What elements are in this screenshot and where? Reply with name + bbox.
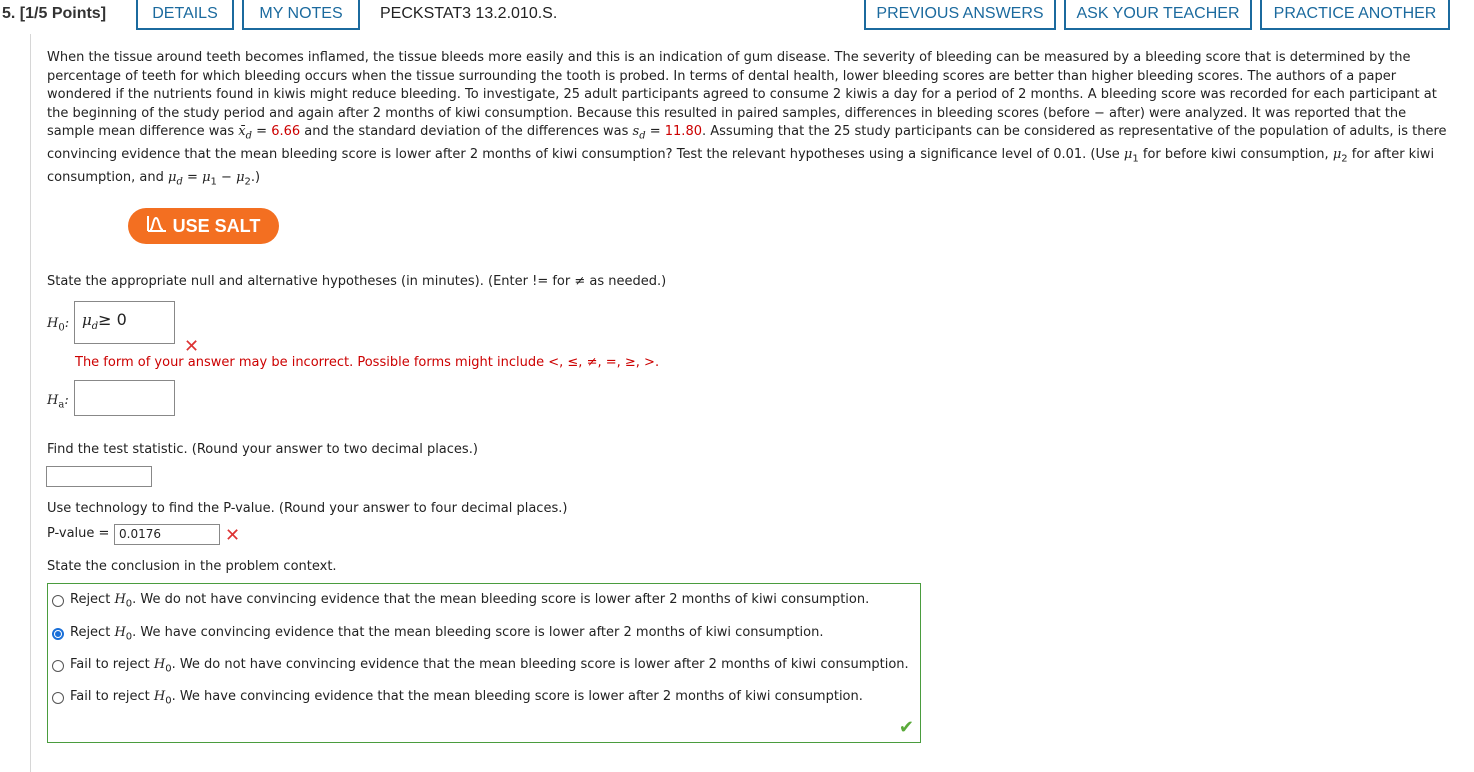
question-points: 5. [1/5 Points]	[2, 5, 107, 22]
radio-button[interactable]	[52, 660, 64, 672]
conclusion-options	[47, 583, 921, 743]
conclusion-option-3[interactable]: Fail to reject $H_0$. We do not have convincing evidence that the mean bleeding score is lower after 2 months of kiwi consumption.	[52, 657, 909, 675]
details-button[interactable]: DETAILS	[136, 0, 234, 30]
use-salt-button[interactable]: USE SALT	[128, 208, 279, 244]
radio-button-selected[interactable]	[52, 628, 64, 640]
left-rule	[30, 34, 31, 772]
test-stat-input[interactable]	[46, 466, 152, 487]
salt-chart-icon	[147, 215, 167, 238]
check-icon: ✔	[898, 717, 914, 738]
conclusion-prompt: State the conclusion in the problem context.	[47, 559, 337, 574]
ask-teacher-button[interactable]: ASK YOUR TEACHER	[1064, 0, 1252, 30]
ha-input[interactable]	[74, 380, 175, 416]
previous-answers-button[interactable]: PREVIOUS ANSWERS	[864, 0, 1056, 30]
sd-diff-value: 11.80	[664, 124, 702, 139]
conclusion-option-4[interactable]: Fail to reject $H_0$. We have convincing evidence that the mean bleeding score is lower after 2 months of kiwi consumption.	[52, 689, 863, 707]
x-icon: ✕	[184, 336, 200, 357]
ha-label: $H_a$:	[47, 393, 69, 411]
question-code: PECKSTAT3 13.2.010.S.	[380, 5, 558, 22]
hypotheses-prompt: State the appropriate null and alternative hypotheses (in minutes). (Enter != for ≠ as needed.)	[47, 274, 667, 289]
h0-error-message: The form of your answer may be incorrect. Possible forms might include <, ≤, ≠, =, ≥, >.	[75, 355, 660, 370]
radio-button[interactable]	[52, 692, 64, 704]
x-icon: ✕	[225, 525, 241, 546]
my-notes-button[interactable]: MY NOTES	[242, 0, 360, 30]
pvalue-label: P-value =	[47, 526, 110, 541]
conclusion-option-2[interactable]: Reject $H_0$. We have convincing evidence that the mean bleeding score is lower after 2 months of kiwi consumption.	[52, 625, 823, 643]
question-header	[0, 0, 1474, 34]
pvalue-input[interactable]: 0.0176	[114, 524, 220, 545]
mean-diff-value: 6.66	[271, 124, 301, 139]
pvalue-prompt: Use technology to find the P-value. (Round your answer to four decimal places.)	[47, 501, 568, 516]
test-stat-prompt: Find the test statistic. (Round your answer to two decimal places.)	[47, 442, 478, 457]
practice-another-button[interactable]: PRACTICE ANOTHER	[1260, 0, 1450, 30]
radio-button[interactable]	[52, 595, 64, 607]
conclusion-option-1[interactable]: Reject $H_0$. We do not have convincing evidence that the mean bleeding score is lower after 2 months of kiwi consumption.	[52, 592, 869, 610]
h0-input[interactable]: $\mu_d\ge 0$	[74, 301, 175, 344]
h0-label: $H_0$:	[47, 316, 70, 334]
problem-statement: When the tissue around teeth becomes inflamed, the tissue bleeds more easily and this is an indication of gum disease. The severity of bleeding can be measured by a bleeding score that is determined by the percentage of teeth for which bleeding occurs when the tissue surrounding the tooth is probed. In terms of dental health, lower bleeding scores are better than higher bleeding scores. The authors of a paper wondered if the nutrients found in kiwis might reduce bleeding. To investigate, 25 adult participants agreed to consume 2 kiwis a day for a period of 2 months. A bleeding score was recorded for each participant at the beginning of the study period and again after 2 months of kiwi consumption. Because this resulted in paired samples, differences in bleeding scores (before − after) were analyzed. It was reported that the sample mean difference was $x̄_d = 6.66$ and the standard deviation of the differences was $s_d = 11.80$. Assuming that the 25 study participants can be considered as representative of the population of adults, is there convincing evidence that the mean bleeding score is lower after 2 months of kiwi consumption? Test the relevant hypotheses using a significance level of 0.01. (Use $\mu_1$ for before kiwi consumption, $\mu_2$ for after kiwi consumption, and $\mu_d = \mu_1 - \mu_2$.)	[47, 50, 1447, 188]
